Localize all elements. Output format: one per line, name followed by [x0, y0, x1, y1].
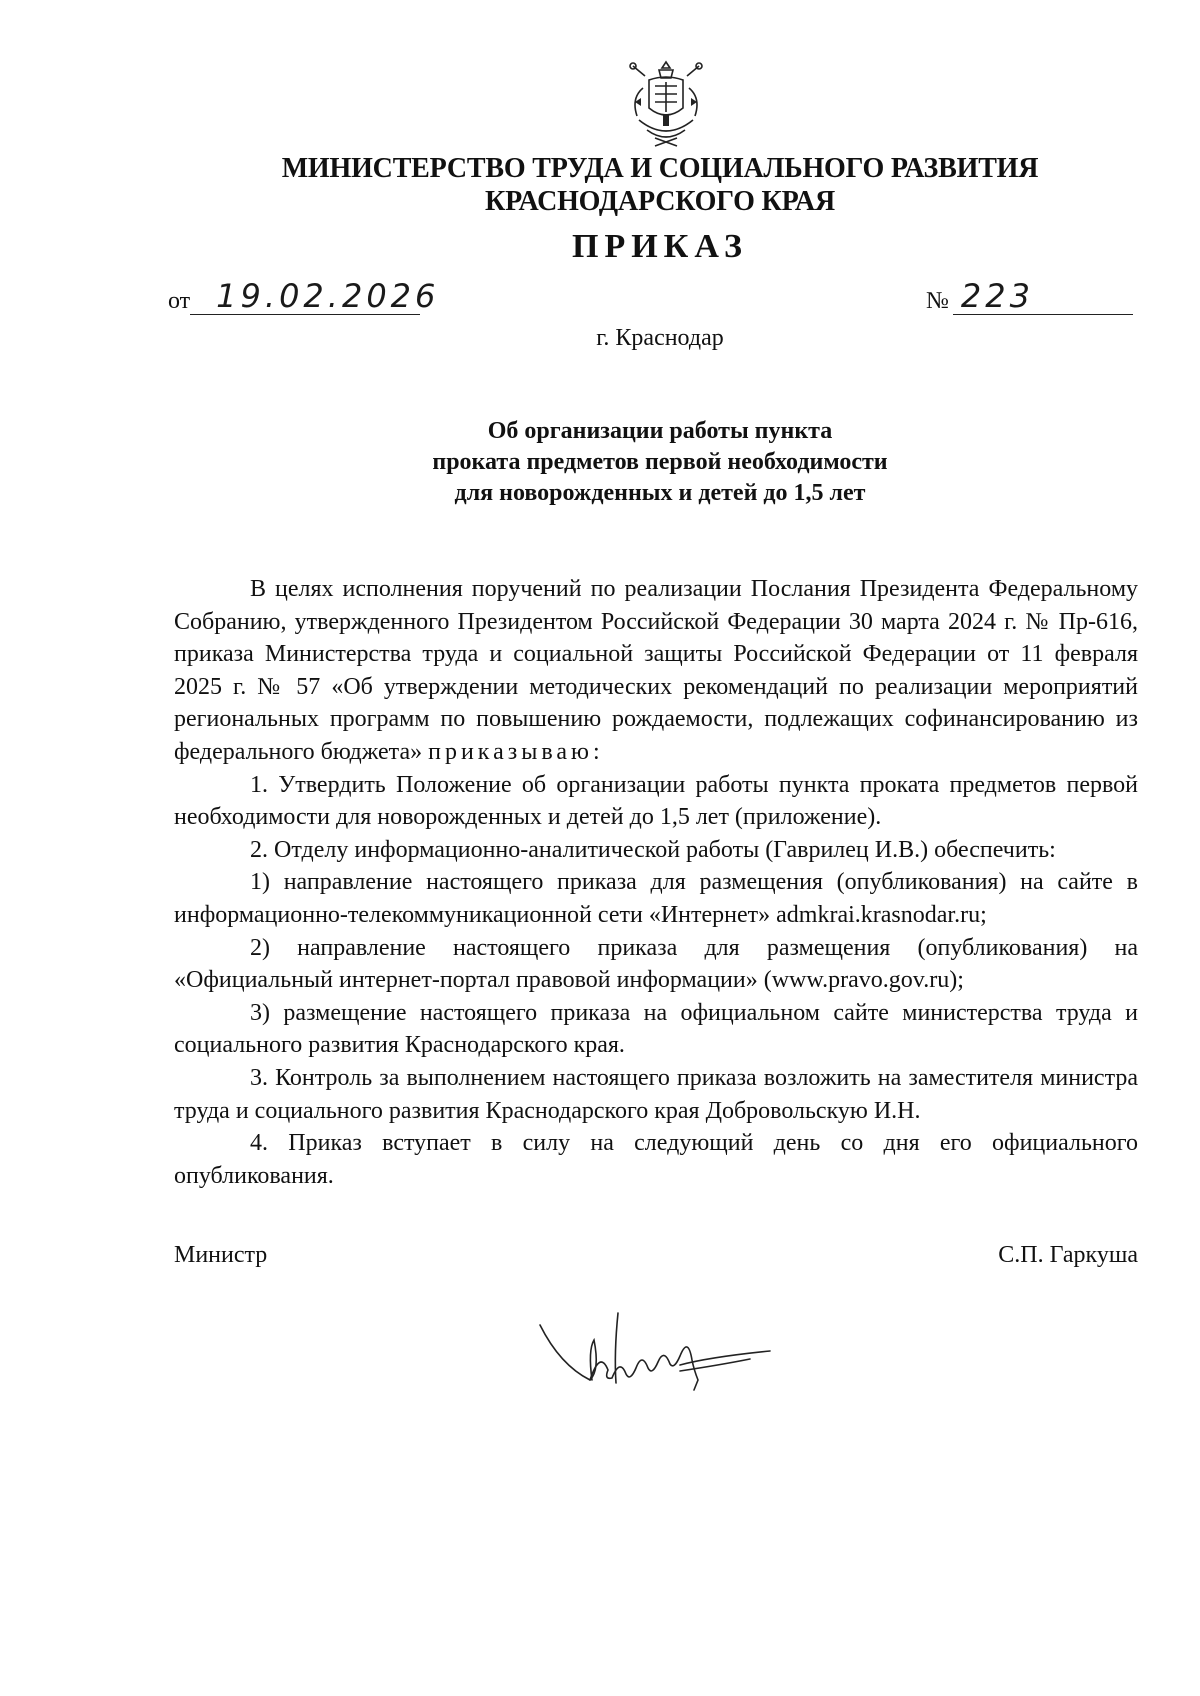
date-handwritten-value: 19.02.2026 [190, 278, 420, 315]
order-subject [160, 416, 1160, 509]
krasnodar-krai-coat-of-arms-icon [625, 58, 707, 150]
order-item-3: 3. Контроль за выполнением настоящего приказа возложить на заместителя министра труда и социального развития Краснодарского края Добровольскую И.Н. [174, 1064, 1138, 1124]
ministry-name [160, 152, 1160, 218]
order-item-2: 2. Отделу информационно-аналитической работы (Гаврилец И.В.) обеспечить: [250, 836, 1056, 863]
subject-line1: Об организации работы пункта [487, 418, 833, 444]
order-subitem-2-3: 3) размещение настоящего приказа на официальном сайте министерства труда и социального развития Краснодарского края. [174, 999, 1138, 1059]
handwritten-signature [530, 1305, 800, 1405]
number-label: № [926, 288, 949, 314]
ministry-name-line1: МИНИСТЕРСТВО ТРУДА И СОЦИАЛЬНОГО РАЗВИТИЯ [281, 153, 1039, 184]
order-body [174, 573, 1138, 1192]
order-item-4: 4. Приказ вступает в силу на следующий день со дня его официального опубликования. [174, 1130, 1138, 1189]
preamble-paragraph [174, 573, 1138, 769]
signer-title: Министр [174, 1242, 268, 1268]
signature-block [174, 1219, 1138, 1269]
order-word: приказываю: [428, 738, 604, 765]
date-label: от [168, 288, 191, 314]
ministry-name-line2: КРАСНОДАРСКОГО КРАЯ [485, 186, 835, 217]
number-handwritten-value: 223 [953, 278, 1133, 315]
order-subitem-2-1: 1) направление настоящего приказа для размещения (опубликования) на сайте в информационно-телекоммуникационной сети «Интернет» admkrai.krasnodar.ru; [174, 869, 1138, 928]
document-type-title: ПРИКАЗ [572, 228, 748, 265]
subject-line2: проката предметов первой необходимости [432, 449, 888, 475]
city-line: г. Краснодар [596, 325, 724, 351]
order-date [168, 277, 440, 315]
signer-name: С.П. Гаркуша [998, 1242, 1138, 1268]
subject-line3: для новорожденных и детей до 1,5 лет [454, 480, 866, 506]
order-item-1: 1. Утвердить Положение об организации работы пункта проката предметов первой необходимости для новорожденных и детей до 1,5 лет (приложение). [174, 771, 1138, 831]
order-number [926, 278, 1133, 315]
preamble-text: В целях исполнения поручений по реализации Послания Президента Федеральному Собранию, утвержденного Президентом Российской Федерации 30 марта 2024 г. № Пр-616, приказа Министерства труда и социальной защиты Российской Федерации от 11 февраля 2025 г. № 57 «Об утверждении методических рекомендаций по реализации мероприятий региональных программ по повышению рождаемости, подлежащих софинансированию из федерального бюджета» [174, 576, 1138, 765]
order-subitem-2-2: 2) направление настоящего приказа для размещения (опубликования) на «Официальный интернет-портал правовой информации» (www.pravo.gov.ru); [174, 934, 1138, 994]
